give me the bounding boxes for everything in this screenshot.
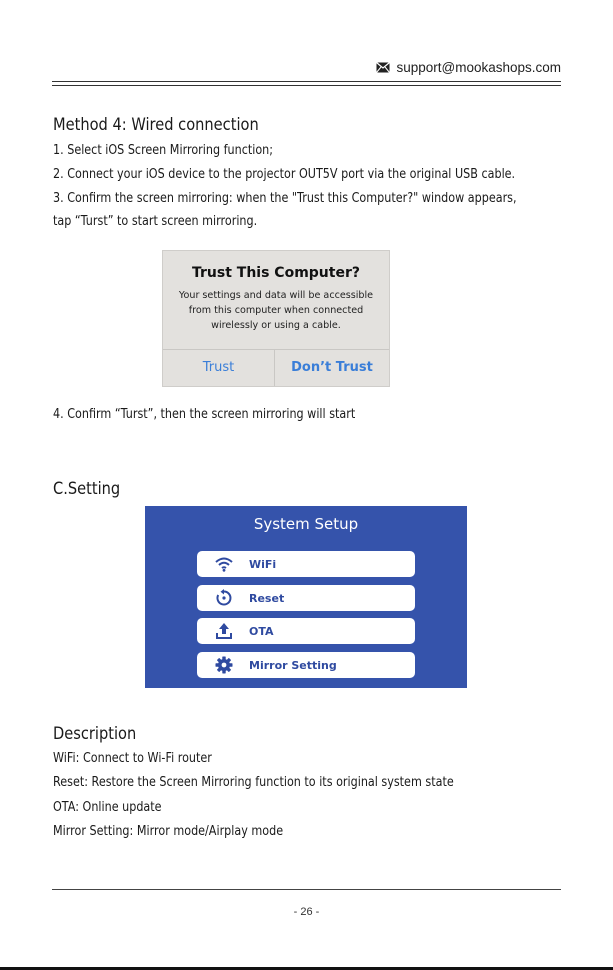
system-setup-title: System Setup [253, 515, 359, 533]
support-email[interactable] [376, 60, 561, 75]
wifi-icon [214, 554, 234, 574]
trust-button[interactable]: Trust [202, 360, 235, 375]
method4-step1: 1. Select iOS Screen Mirroring function; [53, 143, 274, 158]
setup-item-label: WiFi [249, 557, 277, 571]
method4-step3-cont: tap “Turst” to start screen mirroring. [53, 214, 258, 229]
support-email-text: support@mookashops.com [396, 60, 561, 75]
dont-trust-button[interactable]: Don’t Trust [291, 360, 373, 375]
header-rule-secondary [52, 85, 561, 86]
method4-step4: 4. Confirm “Turst”, then the screen mirroring will start [53, 407, 356, 422]
trust-dialog [162, 250, 390, 387]
footer-rule [52, 889, 561, 890]
setting-title: C.Setting [53, 479, 121, 499]
system-setup-panel [145, 506, 467, 688]
gear-icon [214, 655, 234, 675]
trust-dialog-message: Your settings and data will be accessible from this computer when connected wirelessly or using a cable. [178, 290, 374, 331]
header-rule [52, 81, 561, 82]
setup-item-label: Reset [249, 591, 285, 605]
description-title: Description [53, 724, 137, 744]
trust-dialog-title: Trust This Computer? [192, 265, 360, 281]
page-number: - 26 - [293, 906, 320, 918]
description-wifi: WiFi: Connect to Wi-Fi router [53, 751, 212, 766]
setup-item-reset[interactable] [197, 585, 415, 611]
description-mirror-setting: Mirror Setting: Mirror mode/Airplay mode [53, 824, 284, 839]
setup-item-label: OTA [249, 624, 274, 638]
upload-icon [214, 621, 234, 641]
setup-item-ota[interactable] [197, 618, 415, 644]
setup-item-wifi[interactable] [197, 551, 415, 577]
setup-item-mirror-setting[interactable] [197, 652, 415, 678]
description-ota: OTA: Online update [53, 800, 162, 815]
envelope-icon [376, 62, 390, 73]
description-reset: Reset: Restore the Screen Mirroring function to its original system state [53, 775, 454, 790]
method4-step2: 2. Connect your iOS device to the projector OUT5V port via the original USB cable. [53, 167, 516, 182]
setup-item-label: Mirror Setting [249, 658, 337, 672]
method4-title: Method 4: Wired connection [53, 115, 259, 135]
method4-step3: 3. Confirm the screen mirroring: when the "Trust this Computer?" window appears, [53, 191, 517, 206]
reset-icon [214, 588, 234, 608]
